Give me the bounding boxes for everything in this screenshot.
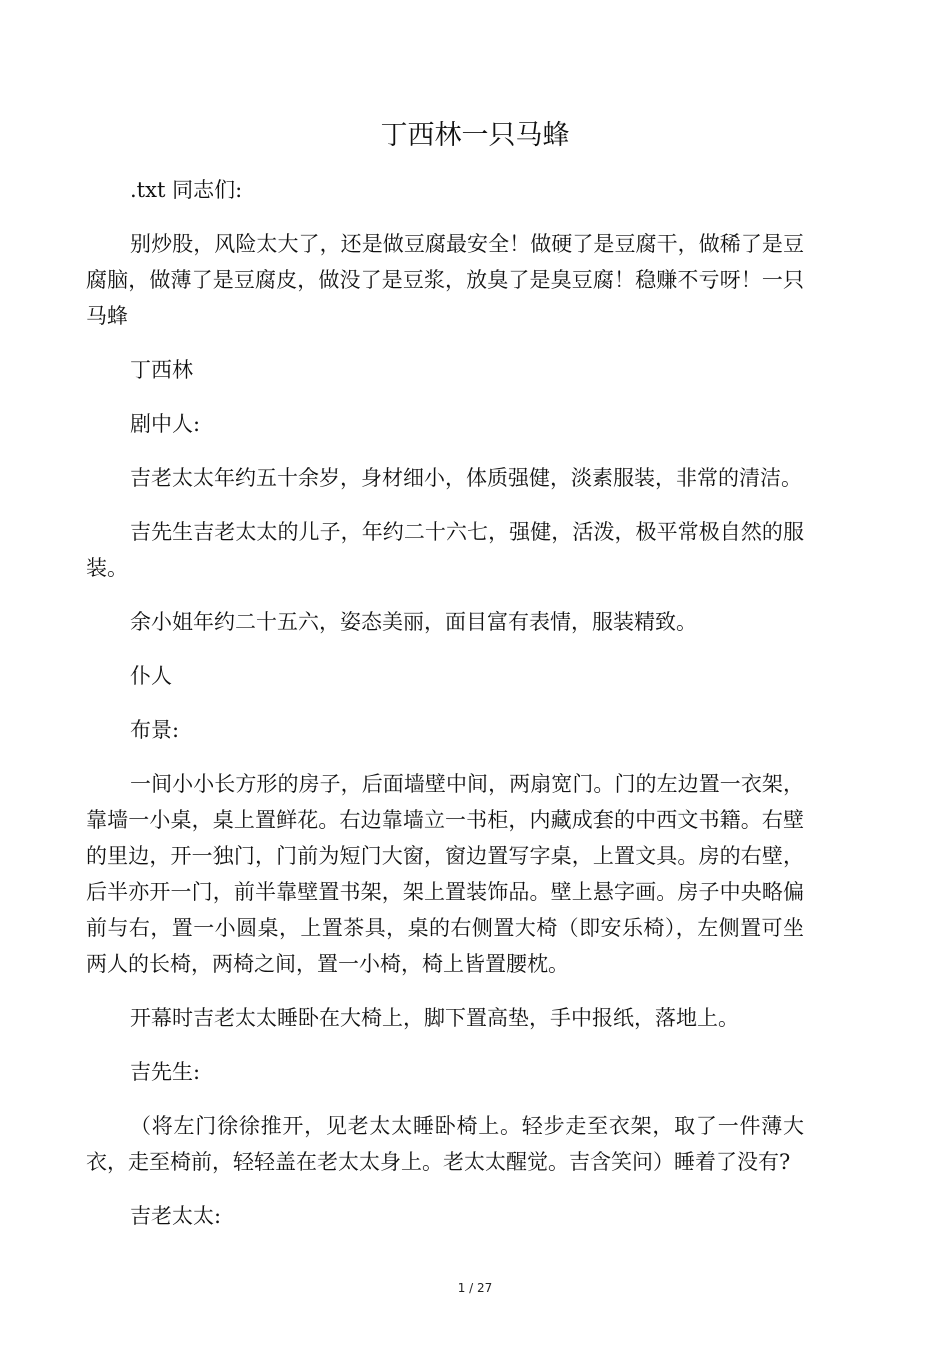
paragraph: 剧中人: [130, 412, 201, 436]
paragraph: 吉先生吉老太太的儿子，年约二十六七，强健，活泼，极平常极自然的服装。 [86, 520, 804, 580]
paragraph: 余小姐年约二十五六，姿态美丽，面目富有表情，服装精致。 [130, 610, 697, 634]
paragraph: 仆人 [130, 664, 172, 688]
paragraph: 布景: [130, 718, 180, 742]
page-indicator: 1 / 27 [457, 1281, 493, 1295]
paragraph: 吉老太太: [130, 1204, 222, 1228]
paragraph: （将左门徐徐推开，见老太太睡卧椅上。轻步走至衣架，取了一件薄大衣，走至椅前，轻轻盖在老太太身上。老太太醒觉。吉含笑问）睡着了没有? [86, 1114, 804, 1174]
paragraph: 吉先生: [130, 1060, 201, 1084]
paragraph: .txt 同志们: [130, 178, 243, 202]
paragraph: 吉老太太年约五十余岁，身材细小，体质强健，淡素服装，非常的清洁。 [130, 466, 802, 490]
paragraph: 一间小小长方形的房子，后面墙壁中间，两扇宽门。门的左边置一衣架，靠墙一小桌，桌上置鲜花。右边靠墙立一书柜，内藏成套的中西文书籍。右壁的里边，开一独门，门前为短门大窗，窗边置写字桌，上置文具。房的右壁，后半亦开一门，前半靠壁置书架，架上置装饰品。壁上悬字画。房子中央略偏前与右，置一小圆桌，上置茶具，桌的右侧置大椅（即安乐椅），左侧置可坐两人的长椅，两椅之间，置一小椅，椅上皆置腰枕。 [86, 772, 804, 976]
paragraph: 别炒股，风险太大了，还是做豆腐最安全！做硬了是豆腐干，做稀了是豆腐脑，做薄了是豆腐皮，做没了是豆浆，放臭了是臭豆腐！稳赚不亏呀！一只马蜂 [86, 232, 804, 328]
paragraph: 开幕时吉老太太睡卧在大椅上，脚下置高垫，手中报纸，落地上。 [130, 1006, 739, 1030]
paragraph: 丁西林 [130, 358, 193, 382]
document-title: 丁西林一只马蜂 [380, 120, 570, 151]
document-body [86, 172, 804, 1252]
